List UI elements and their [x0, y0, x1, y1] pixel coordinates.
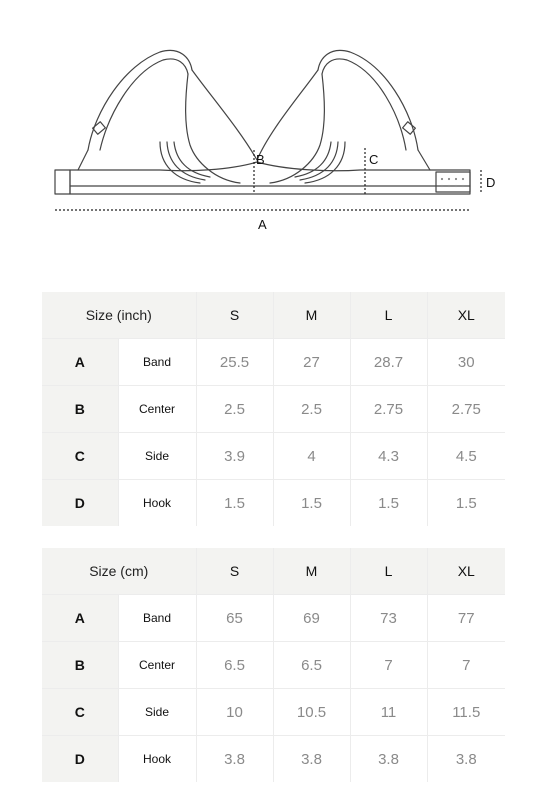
cell-value: 1.5 [455, 494, 477, 512]
cell-value: 4.5 [427, 433, 505, 480]
cell-value: 3.8 [455, 750, 477, 768]
cell-value: 3.9 [196, 433, 273, 480]
row-label: Center [118, 642, 196, 689]
size-header: S [196, 292, 273, 339]
row-letter: A [42, 595, 118, 642]
row-letter: C [42, 689, 118, 736]
cell-value: 65 [196, 595, 273, 642]
table-row [42, 339, 505, 386]
cell-value: 10 [196, 689, 273, 736]
cell-value: 10.5 [273, 689, 350, 736]
cell-value: 4 [273, 433, 350, 480]
right-cup-edge [257, 70, 318, 160]
cell-value: 7 [350, 642, 427, 689]
row-letter: C [42, 433, 118, 480]
row-letter: B [42, 386, 118, 433]
row-letter: D [42, 736, 118, 783]
row-label: Hook [118, 736, 196, 783]
cell-value: 2.5 [196, 386, 273, 433]
row-label: Band [118, 339, 196, 386]
size-header: M [273, 548, 350, 595]
table-row [42, 386, 505, 433]
table-header-row [42, 548, 505, 595]
cell-value: 6.5 [196, 642, 273, 689]
table-row [42, 595, 505, 642]
cell-value: 11 [350, 689, 427, 736]
cell-value: 7 [427, 642, 505, 689]
hook-panel [436, 172, 470, 192]
size-table-inch [42, 292, 505, 526]
cell-value: 77 [427, 595, 505, 642]
table-row [42, 480, 505, 527]
table-row [42, 433, 505, 480]
left-strap-inner [100, 59, 188, 150]
cell-value: 1.5 [196, 480, 273, 527]
size-table-cm [42, 548, 505, 782]
size-header: XL [427, 548, 505, 595]
table-title: Size (inch) [42, 292, 196, 339]
size-header: XL [427, 292, 505, 339]
size-header: L [350, 548, 427, 595]
cell-value: 30 [427, 339, 505, 386]
bra-measurement-diagram [0, 0, 553, 250]
left-cup-edge [192, 70, 257, 160]
cell-value: 27 [273, 339, 350, 386]
row-label: Side [118, 689, 196, 736]
label-c: C [369, 152, 379, 167]
cell-value: 3.8 [196, 736, 273, 783]
row-letter: B [42, 642, 118, 689]
cell-value: 6.5 [273, 642, 350, 689]
cell-value: 4.3 [350, 433, 427, 480]
label-b: B [256, 152, 265, 167]
right-strap-inner [322, 59, 406, 150]
table-row [42, 736, 505, 783]
cell-value: 2.75 [350, 386, 427, 433]
size-header: L [350, 292, 427, 339]
band [70, 162, 470, 194]
row-letter: A [42, 339, 118, 386]
cell-value: 11.5 [427, 689, 505, 736]
cell-value: 69 [273, 595, 350, 642]
row-label: Band [118, 595, 196, 642]
row-label: Side [118, 433, 196, 480]
label-a: A [258, 217, 267, 232]
cell-value: 73 [350, 595, 427, 642]
table-title: Size (cm) [42, 548, 196, 595]
cell-value: 3.8 [350, 736, 427, 783]
row-label: Center [118, 386, 196, 433]
cell-value: 1.5 [273, 480, 350, 527]
size-header: M [273, 292, 350, 339]
table-header-row [42, 292, 505, 339]
cell-value: 1.5 [350, 480, 427, 527]
size-header: S [196, 548, 273, 595]
cell-value: 3.8 [273, 736, 350, 783]
cell-value: 28.7 [350, 339, 427, 386]
cell-value: 2.75 [427, 386, 505, 433]
row-letter: D [42, 480, 118, 527]
cell-value: 2.5 [273, 386, 350, 433]
table-row [42, 689, 505, 736]
row-label: Hook [118, 480, 196, 527]
label-d: D [486, 175, 496, 190]
cell-value: 25.5 [196, 339, 273, 386]
table-row [42, 642, 505, 689]
